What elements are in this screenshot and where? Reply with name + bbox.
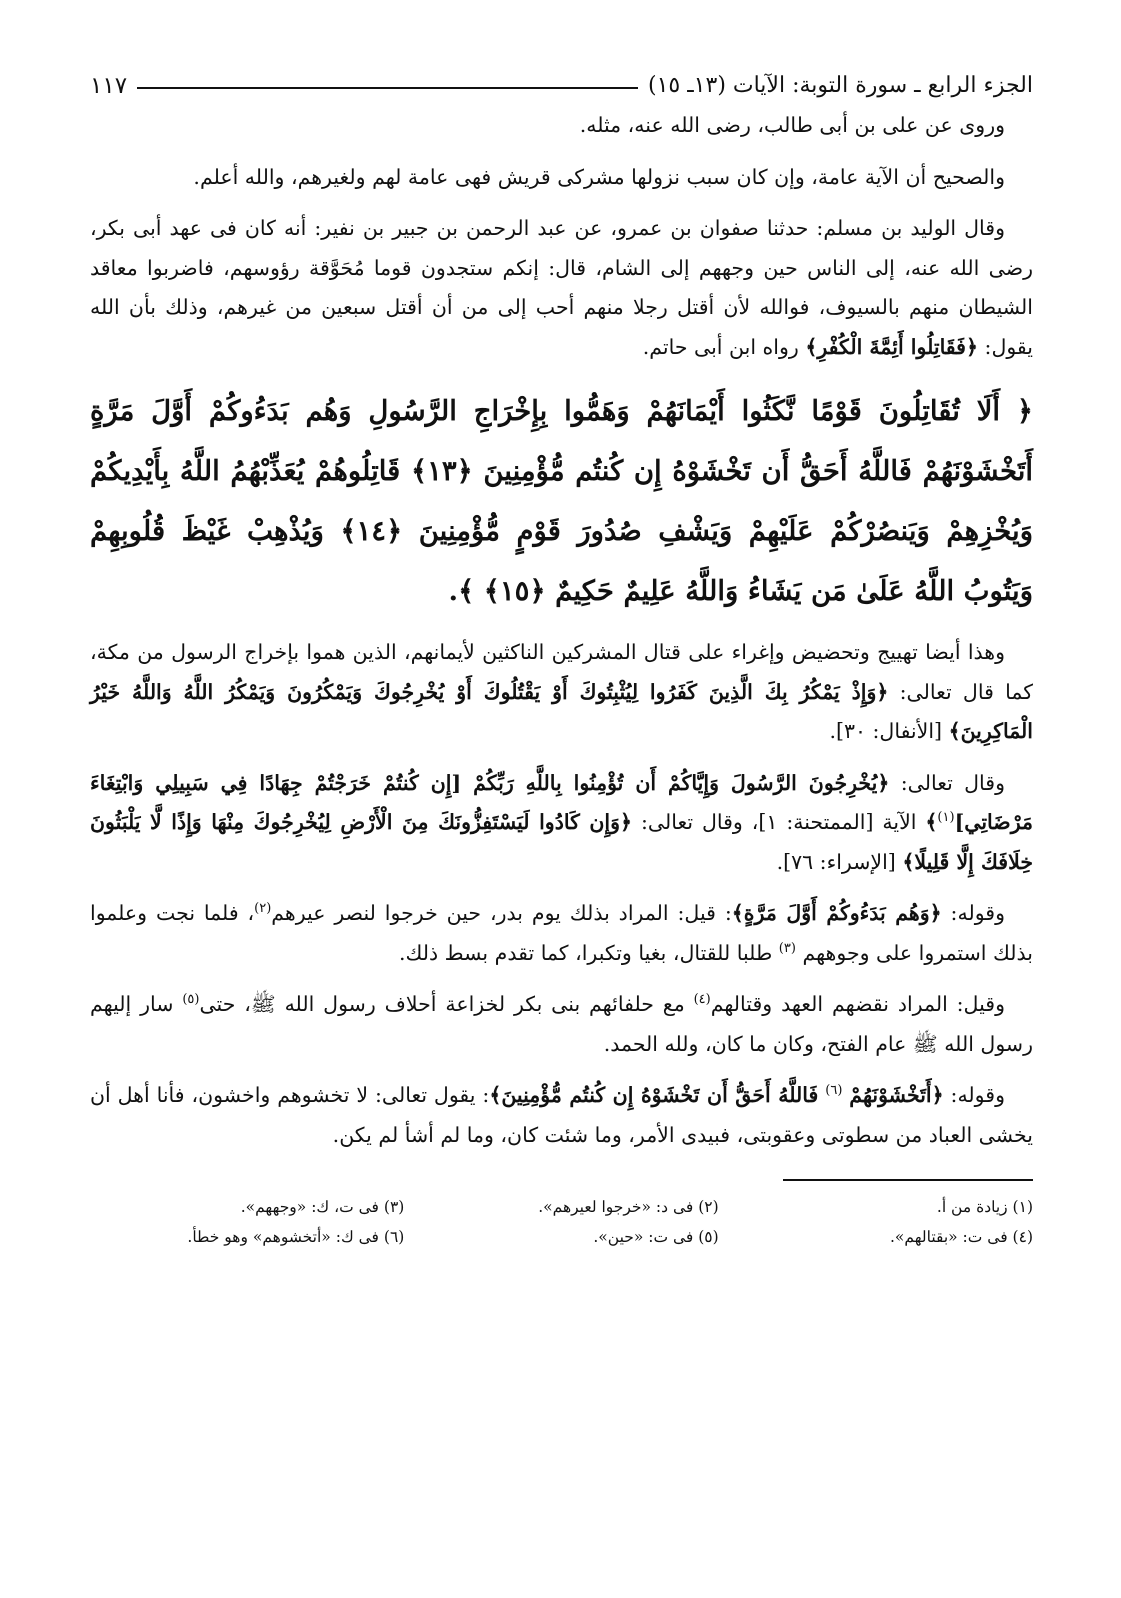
paragraph-2-text: والصحيح أن الآية عامة، وإن كان سبب نزولها مشركى قريش فهى عامة لهم ولغيرهم، والله أعلم.	[193, 164, 1005, 189]
paragraph-4-reference: [الأنفال: ٣٠].	[829, 719, 943, 743]
header-title: الجزء الرابع ـ سورة التوبة: الآيات (١٣ـ ١٥)	[647, 73, 1033, 98]
paragraph-7-text: وقيل: المراد نقضهم العهد وقتالهم	[710, 992, 1005, 1016]
header-rule	[137, 87, 638, 89]
paragraph-6-text: وقوله:	[950, 901, 1005, 925]
paragraph-4	[90, 633, 1033, 752]
ayah-block: ﴿ أَلَا تُقَاتِلُونَ قَوْمًا نَّكَثُوا أَيْمَانَهُمْ وَهَمُّوا بِإِخْرَاجِ الرَّسُولِ وَهُم بَدَءُوكُمْ أَوَّلَ مَرَّةٍ أَتَخْشَوْنَهُمْ فَاللَّهُ أَحَقُّ أَن تَخْشَوْهُ إِن كُنتُم مُّؤْمِنِينَ ﴿١٣﴾ قَاتِلُوهُمْ يُعَذِّبْهُمُ اللَّهُ بِأَيْدِيكُمْ وَيُخْزِهِمْ وَيَنصُرْكُمْ عَلَيْهِمْ وَيَشْفِ صُدُورَ قَوْمٍ مُّؤْمِنِينَ ﴿١٤﴾ وَيُذْهِبْ غَيْظَ قُلُوبِهِمْ وَيَتُوبُ اللَّهُ عَلَىٰ مَن يَشَاءُ وَاللَّهُ عَلِيمٌ حَكِيمٌ ﴿١٥﴾ ﴾.	[90, 395, 1033, 607]
paragraph-5	[90, 764, 1033, 883]
footnote-2: (٢) فى د: «خرجوا لعيرهم».	[538, 1198, 719, 1216]
paragraph-2	[90, 158, 1033, 198]
footnote-5: (٥) فى ت: «حين».	[593, 1228, 719, 1246]
paragraph-3	[90, 209, 1033, 367]
footnote-marker: (٦)	[825, 1083, 843, 1099]
footnote-marker: (١)	[937, 810, 955, 826]
paragraph-8	[90, 1076, 1033, 1155]
quran-quote: ﴿يُخْرِجُونَ الرَّسُولَ وَإِيَّاكُمْ أَن تُؤْمِنُوا بِاللَّهِ رَبِّكُمْ [إِن كُنتُمْ خَرَجْتُمْ جِهَادًا فِي سَبِيلِي وَابْتِغَاءَ مَرْضَاتِي]	[90, 770, 1033, 834]
paragraph-1	[90, 106, 1033, 146]
paragraph-1-text: وروى عن على بن أبى طالب، رضى الله عنه، مثله.	[579, 113, 1005, 137]
paragraph-5-reference-2: [الإسراء: ٧٦].	[776, 849, 896, 874]
paragraph-5-text: وقال تعالى:	[900, 770, 1005, 795]
paragraph-3-text: وقال الوليد بن مسلم: حدثنا صفوان بن عمرو، عن عبد الرحمن بن جبير بن نفير: أنه كان فى عهد أبى بكر، رضى الله عنه، إلى الناس حين وجههم إلى الشام، قال: إنكم ستجدون قوما مُحَوَّقة رؤوسهم، فاضربوا معاقد الشيطان منهم بالسيوف، فوالله لأن أقتل رجلا منهم أحب إلى من أن أقتل سبعين من غيرهم، وذلك بأن الله يقول:	[90, 216, 1033, 359]
footnote-1: (١) زيادة من أ.	[936, 1198, 1033, 1216]
quran-quote: ﴿وَهُم بَدَءُوكُمْ أَوَّلَ مَرَّةٍ﴾	[731, 901, 942, 925]
running-header	[90, 70, 1033, 102]
paragraph-7	[90, 985, 1033, 1064]
footnote-marker: (٥)	[182, 992, 200, 1008]
paragraph-4-text: وهذا أيضا تهييج وتحضيض وإغراء على قتال المشركين الناكثين لأيمانهم، الذين هموا بإخراج الرسول من مكة، كما قال تعالى:	[90, 640, 1033, 704]
paragraph-7-text-3: سار إليهم رسول الله ﷺ عام الفتح، وكان ما كان، ولله الحمد.	[90, 992, 1033, 1056]
paragraph-7-text-2: مع حلفائهم بنى بكر لخزاعة أحلاف رسول الله ﷺ، حتى	[199, 992, 685, 1016]
quran-quote-end: ﴾	[925, 810, 938, 834]
footnote-marker: (٤)	[693, 992, 711, 1008]
footnotes	[90, 1195, 1033, 1249]
paragraph-5-reference: الآية [الممتحنة: ١]، وقال تعالى:	[640, 810, 917, 834]
footnote-4: (٤) فى ت: «بقتالهم».	[890, 1228, 1033, 1246]
paragraph-6-text-2: : قيل: المراد بذلك يوم بدر، حين خرجوا لنصر عيرهم	[271, 901, 732, 925]
quran-quote: ﴿وَإِذْ يَمْكُرُ بِكَ الَّذِينَ كَفَرُوا لِيُثْبِتُوكَ أَوْ يَقْتُلُوكَ أَوْ يُخْرِجُوكَ وَيَمْكُرُونَ وَيَمْكُرُ اللَّهُ وَاللَّهُ خَيْرُ الْمَاكِرِينَ﴾	[90, 679, 1033, 743]
paragraph-8-text: وقوله:	[950, 1083, 1005, 1107]
quran-quote: ﴿وَإِن كَادُوا لَيَسْتَفِزُّونَكَ مِنَ الْأَرْضِ لِيُخْرِجُوكَ مِنْهَا وَإِذًا لَّا يَلْبَثُونَ خِلَافَكَ إِلَّا قَلِيلًا﴾	[90, 810, 1033, 874]
footnote-3: (٣) فى ت، ك: «وجههم».	[240, 1198, 405, 1216]
paragraph-6	[90, 894, 1033, 973]
paragraph-3-source: رواه ابن أبى حاتم.	[642, 334, 799, 359]
quran-quote: ﴿أَتَخْشَوْنَهُمْ	[849, 1083, 944, 1107]
footnote-separator	[783, 1179, 1033, 1181]
paragraph-8-text-2: : يقول تعالى: لا تخشوهم واخشون، فأنا أهل أن يخشى العباد من سطوتى وعقوبتى، فبيدى الأمر، وما شئت كان، وما لم أشأ لم يكن.	[90, 1083, 1033, 1147]
quran-quote: ﴿فَقَاتِلُوا أَئِمَّةَ الْكُفْرِ﴾	[805, 334, 978, 359]
quran-quote: فَاللَّهُ أَحَقُّ أَن تَخْشَوْهُ إِن كُنتُم مُّؤْمِنِينَ﴾	[489, 1083, 819, 1107]
footnote-marker: (٢)	[254, 901, 272, 917]
footnote-marker: (٣)	[778, 940, 796, 956]
book-page	[90, 70, 1033, 1598]
page-number: ١١٧	[90, 73, 128, 99]
paragraph-6-text-4: طلبا للقتال، بغيا وتكبرا، كما تقدم بسط ذلك.	[399, 940, 773, 965]
footnote-6: (٦) فى ك: «أتخشوهم» وهو خطأ.	[187, 1228, 405, 1246]
paragraph-6-text-3: ، فلما نجت وعلموا بذلك استمروا على وجوههم	[90, 901, 1033, 965]
